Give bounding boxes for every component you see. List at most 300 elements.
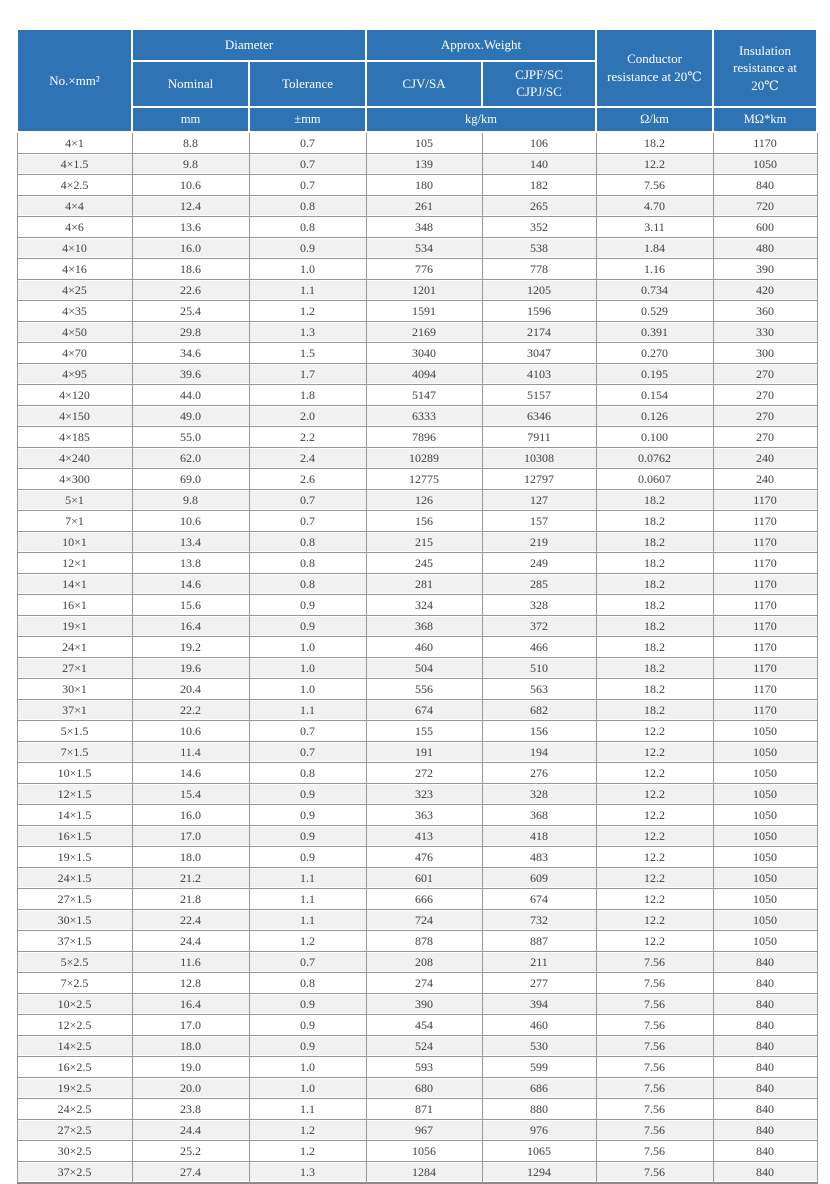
cell-weight-cjpf-cjpj: 219 <box>482 532 596 553</box>
cell-no-mm2: 16×1.5 <box>17 826 132 847</box>
cell-nominal-diameter: 17.0 <box>132 1015 249 1036</box>
table-row <box>17 931 817 952</box>
cell-insulation-resistance: 1170 <box>713 574 817 595</box>
cell-weight-cjpf-cjpj: 352 <box>482 217 596 238</box>
cell-nominal-diameter: 8.8 <box>132 132 249 154</box>
table-row <box>17 910 817 931</box>
cell-insulation-resistance: 1050 <box>713 805 817 826</box>
cell-insulation-resistance: 420 <box>713 280 817 301</box>
cell-no-mm2: 10×2.5 <box>17 994 132 1015</box>
cell-insulation-resistance: 1170 <box>713 511 817 532</box>
cell-no-mm2: 24×1 <box>17 637 132 658</box>
cell-conductor-resistance: 18.2 <box>596 595 713 616</box>
cell-conductor-resistance: 0.529 <box>596 301 713 322</box>
unit-tolerance-mm: ±mm <box>249 107 366 132</box>
cell-tolerance: 0.9 <box>249 805 366 826</box>
table-row <box>17 132 817 154</box>
cell-tolerance: 1.1 <box>249 910 366 931</box>
cell-conductor-resistance: 7.56 <box>596 1015 713 1036</box>
cell-conductor-resistance: 12.2 <box>596 742 713 763</box>
cell-no-mm2: 4×25 <box>17 280 132 301</box>
table-row <box>17 196 817 217</box>
header-cjv-sa: CJV/SA <box>366 61 482 107</box>
table-row <box>17 364 817 385</box>
cell-no-mm2: 37×2.5 <box>17 1162 132 1184</box>
cell-insulation-resistance: 1170 <box>713 658 817 679</box>
cell-insulation-resistance: 1050 <box>713 763 817 784</box>
cell-insulation-resistance: 240 <box>713 469 817 490</box>
cell-nominal-diameter: 34.6 <box>132 343 249 364</box>
cell-nominal-diameter: 20.0 <box>132 1078 249 1099</box>
cell-conductor-resistance: 7.56 <box>596 1120 713 1141</box>
cell-insulation-resistance: 840 <box>713 1141 817 1162</box>
cell-nominal-diameter: 39.6 <box>132 364 249 385</box>
cell-weight-cjpf-cjpj: 127 <box>482 490 596 511</box>
cell-nominal-diameter: 11.6 <box>132 952 249 973</box>
cell-conductor-resistance: 12.2 <box>596 763 713 784</box>
cell-weight-cjv-sa: 460 <box>366 637 482 658</box>
cell-insulation-resistance: 330 <box>713 322 817 343</box>
cell-conductor-resistance: 18.2 <box>596 616 713 637</box>
cell-weight-cjv-sa: 1284 <box>366 1162 482 1184</box>
cell-tolerance: 0.8 <box>249 574 366 595</box>
cell-tolerance: 1.1 <box>249 700 366 721</box>
table-row <box>17 259 817 280</box>
cell-tolerance: 1.2 <box>249 1120 366 1141</box>
table-row <box>17 154 817 175</box>
cell-nominal-diameter: 9.8 <box>132 154 249 175</box>
cell-conductor-resistance: 7.56 <box>596 1162 713 1184</box>
cell-weight-cjv-sa: 878 <box>366 931 482 952</box>
header-approx-weight: Approx.Weight <box>366 29 596 61</box>
cell-weight-cjv-sa: 324 <box>366 595 482 616</box>
cell-conductor-resistance: 12.2 <box>596 784 713 805</box>
table-row <box>17 658 817 679</box>
cell-conductor-resistance: 7.56 <box>596 1099 713 1120</box>
cell-weight-cjv-sa: 601 <box>366 868 482 889</box>
cell-no-mm2: 16×2.5 <box>17 1057 132 1078</box>
cell-no-mm2: 10×1.5 <box>17 763 132 784</box>
cell-conductor-resistance: 7.56 <box>596 1036 713 1057</box>
cell-conductor-resistance: 7.56 <box>596 994 713 1015</box>
cell-nominal-diameter: 49.0 <box>132 406 249 427</box>
cell-weight-cjpf-cjpj: 265 <box>482 196 596 217</box>
table-row <box>17 553 817 574</box>
cell-weight-cjv-sa: 7896 <box>366 427 482 448</box>
cell-weight-cjpf-cjpj: 211 <box>482 952 596 973</box>
cell-weight-cjpf-cjpj: 538 <box>482 238 596 259</box>
cell-weight-cjv-sa: 476 <box>366 847 482 868</box>
cell-tolerance: 0.9 <box>249 994 366 1015</box>
cell-nominal-diameter: 55.0 <box>132 427 249 448</box>
table-row <box>17 217 817 238</box>
cell-tolerance: 1.3 <box>249 322 366 343</box>
cell-insulation-resistance: 270 <box>713 385 817 406</box>
cell-no-mm2: 7×1.5 <box>17 742 132 763</box>
cell-weight-cjpf-cjpj: 778 <box>482 259 596 280</box>
cell-nominal-diameter: 62.0 <box>132 448 249 469</box>
cell-nominal-diameter: 16.4 <box>132 616 249 637</box>
cell-weight-cjv-sa: 12775 <box>366 469 482 490</box>
cell-nominal-diameter: 12.8 <box>132 973 249 994</box>
cell-weight-cjv-sa: 871 <box>366 1099 482 1120</box>
cell-weight-cjpf-cjpj: 682 <box>482 700 596 721</box>
table-row <box>17 679 817 700</box>
cell-weight-cjv-sa: 534 <box>366 238 482 259</box>
cell-conductor-resistance: 0.126 <box>596 406 713 427</box>
table-row <box>17 574 817 595</box>
cell-insulation-resistance: 1170 <box>713 700 817 721</box>
cell-tolerance: 0.8 <box>249 763 366 784</box>
cell-weight-cjpf-cjpj: 1065 <box>482 1141 596 1162</box>
cell-nominal-diameter: 16.0 <box>132 805 249 826</box>
cell-insulation-resistance: 1050 <box>713 721 817 742</box>
cell-weight-cjpf-cjpj: 277 <box>482 973 596 994</box>
table-row <box>17 448 817 469</box>
cell-tolerance: 0.9 <box>249 784 366 805</box>
cell-weight-cjv-sa: 674 <box>366 700 482 721</box>
table-row <box>17 385 817 406</box>
cell-no-mm2: 4×120 <box>17 385 132 406</box>
cell-conductor-resistance: 0.734 <box>596 280 713 301</box>
cell-nominal-diameter: 25.4 <box>132 301 249 322</box>
cell-insulation-resistance: 1050 <box>713 154 817 175</box>
cell-insulation-resistance: 840 <box>713 1162 817 1184</box>
cell-conductor-resistance: 18.2 <box>596 511 713 532</box>
cell-tolerance: 1.0 <box>249 259 366 280</box>
cell-nominal-diameter: 22.6 <box>132 280 249 301</box>
cell-tolerance: 0.8 <box>249 532 366 553</box>
cell-no-mm2: 4×10 <box>17 238 132 259</box>
cell-tolerance: 0.9 <box>249 1015 366 1036</box>
cell-nominal-diameter: 22.2 <box>132 700 249 721</box>
cell-insulation-resistance: 1170 <box>713 532 817 553</box>
cell-weight-cjpf-cjpj: 368 <box>482 805 596 826</box>
cable-spec-table-container <box>16 28 816 1184</box>
cell-nominal-diameter: 13.6 <box>132 217 249 238</box>
cell-tolerance: 0.9 <box>249 238 366 259</box>
cell-weight-cjv-sa: 593 <box>366 1057 482 1078</box>
cell-conductor-resistance: 18.2 <box>596 553 713 574</box>
header-cjpf-sc: CJPF/SC <box>515 67 563 83</box>
cell-nominal-diameter: 10.6 <box>132 511 249 532</box>
cell-tolerance: 0.7 <box>249 511 366 532</box>
cell-weight-cjpf-cjpj: 328 <box>482 784 596 805</box>
cell-conductor-resistance: 18.2 <box>596 679 713 700</box>
cell-insulation-resistance: 840 <box>713 952 817 973</box>
cell-conductor-resistance: 7.56 <box>596 952 713 973</box>
cell-nominal-diameter: 13.8 <box>132 553 249 574</box>
cell-tolerance: 2.4 <box>249 448 366 469</box>
cell-conductor-resistance: 18.2 <box>596 490 713 511</box>
cell-weight-cjv-sa: 155 <box>366 721 482 742</box>
cell-no-mm2: 12×1.5 <box>17 784 132 805</box>
table-row <box>17 1099 817 1120</box>
cell-weight-cjpf-cjpj: 12797 <box>482 469 596 490</box>
cell-no-mm2: 19×1.5 <box>17 847 132 868</box>
cell-insulation-resistance: 1170 <box>713 490 817 511</box>
cell-weight-cjv-sa: 776 <box>366 259 482 280</box>
cell-insulation-resistance: 1170 <box>713 637 817 658</box>
cell-weight-cjv-sa: 2169 <box>366 322 482 343</box>
cell-insulation-resistance: 840 <box>713 1120 817 1141</box>
table-row <box>17 826 817 847</box>
cell-weight-cjv-sa: 105 <box>366 132 482 154</box>
table-row <box>17 805 817 826</box>
cell-nominal-diameter: 19.2 <box>132 637 249 658</box>
cell-weight-cjv-sa: 348 <box>366 217 482 238</box>
table-row <box>17 889 817 910</box>
cell-weight-cjpf-cjpj: 609 <box>482 868 596 889</box>
cell-weight-cjv-sa: 1591 <box>366 301 482 322</box>
cell-insulation-resistance: 1050 <box>713 868 817 889</box>
cell-no-mm2: 5×1 <box>17 490 132 511</box>
cell-no-mm2: 12×2.5 <box>17 1015 132 1036</box>
cell-weight-cjv-sa: 274 <box>366 973 482 994</box>
cell-no-mm2: 30×1 <box>17 679 132 700</box>
cell-weight-cjv-sa: 454 <box>366 1015 482 1036</box>
cell-weight-cjpf-cjpj: 674 <box>482 889 596 910</box>
cell-conductor-resistance: 7.56 <box>596 175 713 196</box>
cell-weight-cjpf-cjpj: 194 <box>482 742 596 763</box>
cell-insulation-resistance: 1050 <box>713 931 817 952</box>
cell-conductor-resistance: 0.0762 <box>596 448 713 469</box>
cell-tolerance: 1.5 <box>249 343 366 364</box>
cell-weight-cjpf-cjpj: 483 <box>482 847 596 868</box>
table-row <box>17 532 817 553</box>
cell-insulation-resistance: 300 <box>713 343 817 364</box>
cell-nominal-diameter: 69.0 <box>132 469 249 490</box>
cell-conductor-resistance: 12.2 <box>596 910 713 931</box>
cell-no-mm2: 19×1 <box>17 616 132 637</box>
cell-tolerance: 0.8 <box>249 553 366 574</box>
table-row <box>17 175 817 196</box>
unit-kg-km: kg/km <box>366 107 596 132</box>
cell-weight-cjv-sa: 3040 <box>366 343 482 364</box>
cell-weight-cjv-sa: 6333 <box>366 406 482 427</box>
cell-tolerance: 0.9 <box>249 847 366 868</box>
cell-weight-cjv-sa: 5147 <box>366 385 482 406</box>
cell-weight-cjpf-cjpj: 732 <box>482 910 596 931</box>
table-row <box>17 847 817 868</box>
header-conductor-resistance: Conductor resistance at 20℃ <box>596 29 713 107</box>
table-row <box>17 1015 817 1036</box>
cell-insulation-resistance: 270 <box>713 364 817 385</box>
cell-conductor-resistance: 18.2 <box>596 658 713 679</box>
cell-insulation-resistance: 840 <box>713 175 817 196</box>
cell-weight-cjpf-cjpj: 466 <box>482 637 596 658</box>
cell-tolerance: 0.7 <box>249 952 366 973</box>
cell-no-mm2: 7×2.5 <box>17 973 132 994</box>
cell-weight-cjv-sa: 556 <box>366 679 482 700</box>
cell-conductor-resistance: 18.2 <box>596 574 713 595</box>
cell-no-mm2: 27×2.5 <box>17 1120 132 1141</box>
cell-insulation-resistance: 840 <box>713 1099 817 1120</box>
cell-weight-cjpf-cjpj: 3047 <box>482 343 596 364</box>
cell-weight-cjv-sa: 724 <box>366 910 482 931</box>
cell-no-mm2: 4×150 <box>17 406 132 427</box>
cell-nominal-diameter: 19.0 <box>132 1057 249 1078</box>
cell-weight-cjv-sa: 1056 <box>366 1141 482 1162</box>
cell-no-mm2: 4×2.5 <box>17 175 132 196</box>
cell-tolerance: 1.2 <box>249 301 366 322</box>
cell-conductor-resistance: 1.16 <box>596 259 713 280</box>
cell-nominal-diameter: 15.6 <box>132 595 249 616</box>
cell-no-mm2: 37×1.5 <box>17 931 132 952</box>
cell-nominal-diameter: 14.6 <box>132 574 249 595</box>
cell-weight-cjpf-cjpj: 182 <box>482 175 596 196</box>
cell-tolerance: 0.7 <box>249 721 366 742</box>
cell-nominal-diameter: 22.4 <box>132 910 249 931</box>
cell-weight-cjpf-cjpj: 285 <box>482 574 596 595</box>
cell-tolerance: 0.7 <box>249 490 366 511</box>
cell-no-mm2: 16×1 <box>17 595 132 616</box>
cell-conductor-resistance: 12.2 <box>596 826 713 847</box>
cell-no-mm2: 27×1.5 <box>17 889 132 910</box>
cell-conductor-resistance: 0.100 <box>596 427 713 448</box>
cell-tolerance: 1.1 <box>249 280 366 301</box>
table-row <box>17 322 817 343</box>
cell-no-mm2: 4×240 <box>17 448 132 469</box>
cell-conductor-resistance: 4.70 <box>596 196 713 217</box>
cell-tolerance: 0.8 <box>249 973 366 994</box>
cell-nominal-diameter: 29.8 <box>132 322 249 343</box>
table-row <box>17 1120 817 1141</box>
cell-insulation-resistance: 270 <box>713 427 817 448</box>
table-row <box>17 742 817 763</box>
cell-insulation-resistance: 1050 <box>713 889 817 910</box>
table-row <box>17 469 817 490</box>
cell-nominal-diameter: 25.2 <box>132 1141 249 1162</box>
cell-weight-cjpf-cjpj: 599 <box>482 1057 596 1078</box>
cell-insulation-resistance: 1170 <box>713 595 817 616</box>
cell-insulation-resistance: 1170 <box>713 553 817 574</box>
cell-weight-cjv-sa: 139 <box>366 154 482 175</box>
table-row <box>17 280 817 301</box>
cell-weight-cjv-sa: 390 <box>366 994 482 1015</box>
cell-tolerance: 0.8 <box>249 196 366 217</box>
cell-weight-cjpf-cjpj: 460 <box>482 1015 596 1036</box>
cell-weight-cjv-sa: 680 <box>366 1078 482 1099</box>
header-cjpj-sc: CJPJ/SC <box>516 84 562 99</box>
cell-tolerance: 2.0 <box>249 406 366 427</box>
header-tolerance: Tolerance <box>249 61 366 107</box>
table-row <box>17 406 817 427</box>
cell-tolerance: 0.7 <box>249 175 366 196</box>
cell-nominal-diameter: 19.6 <box>132 658 249 679</box>
cell-conductor-resistance: 0.195 <box>596 364 713 385</box>
cell-tolerance: 1.0 <box>249 1057 366 1078</box>
cell-no-mm2: 4×4 <box>17 196 132 217</box>
cell-nominal-diameter: 21.8 <box>132 889 249 910</box>
cell-weight-cjv-sa: 156 <box>366 511 482 532</box>
cell-weight-cjpf-cjpj: 156 <box>482 721 596 742</box>
table-row <box>17 763 817 784</box>
cell-tolerance: 1.8 <box>249 385 366 406</box>
cell-conductor-resistance: 7.56 <box>596 1141 713 1162</box>
table-row <box>17 595 817 616</box>
cell-insulation-resistance: 1050 <box>713 784 817 805</box>
table-row <box>17 511 817 532</box>
cell-weight-cjpf-cjpj: 276 <box>482 763 596 784</box>
cell-tolerance: 1.1 <box>249 1099 366 1120</box>
cell-weight-cjpf-cjpj: 10308 <box>482 448 596 469</box>
cell-weight-cjpf-cjpj: 880 <box>482 1099 596 1120</box>
cell-no-mm2: 4×6 <box>17 217 132 238</box>
cell-no-mm2: 4×50 <box>17 322 132 343</box>
cell-no-mm2: 30×2.5 <box>17 1141 132 1162</box>
cell-weight-cjv-sa: 245 <box>366 553 482 574</box>
cell-weight-cjpf-cjpj: 249 <box>482 553 596 574</box>
cell-conductor-resistance: 0.270 <box>596 343 713 364</box>
cell-weight-cjpf-cjpj: 976 <box>482 1120 596 1141</box>
table-row <box>17 637 817 658</box>
cell-tolerance: 0.8 <box>249 217 366 238</box>
cell-weight-cjpf-cjpj: 686 <box>482 1078 596 1099</box>
cell-insulation-resistance: 1050 <box>713 910 817 931</box>
spec-table-body <box>17 132 817 1183</box>
cable-spec-table <box>16 28 818 1184</box>
table-row <box>17 1141 817 1162</box>
table-row <box>17 994 817 1015</box>
cell-weight-cjpf-cjpj: 6346 <box>482 406 596 427</box>
cell-no-mm2: 4×16 <box>17 259 132 280</box>
cell-insulation-resistance: 1050 <box>713 742 817 763</box>
cell-conductor-resistance: 1.84 <box>596 238 713 259</box>
cell-insulation-resistance: 840 <box>713 994 817 1015</box>
cell-insulation-resistance: 360 <box>713 301 817 322</box>
cell-weight-cjpf-cjpj: 7911 <box>482 427 596 448</box>
cell-weight-cjv-sa: 368 <box>366 616 482 637</box>
cell-tolerance: 1.0 <box>249 658 366 679</box>
cell-insulation-resistance: 1050 <box>713 826 817 847</box>
cell-tolerance: 1.7 <box>249 364 366 385</box>
cell-weight-cjpf-cjpj: 1596 <box>482 301 596 322</box>
cell-weight-cjpf-cjpj: 328 <box>482 595 596 616</box>
cell-nominal-diameter: 24.4 <box>132 1120 249 1141</box>
cell-tolerance: 0.7 <box>249 154 366 175</box>
cell-nominal-diameter: 9.8 <box>132 490 249 511</box>
header-diameter: Diameter <box>132 29 366 61</box>
cell-insulation-resistance: 1170 <box>713 679 817 700</box>
table-row <box>17 1036 817 1057</box>
table-row <box>17 490 817 511</box>
cell-tolerance: 1.2 <box>249 1141 366 1162</box>
cell-tolerance: 1.2 <box>249 931 366 952</box>
cell-insulation-resistance: 600 <box>713 217 817 238</box>
table-header <box>17 29 817 132</box>
cell-conductor-resistance: 18.2 <box>596 532 713 553</box>
cell-insulation-resistance: 1170 <box>713 616 817 637</box>
cell-conductor-resistance: 12.2 <box>596 847 713 868</box>
cell-no-mm2: 4×95 <box>17 364 132 385</box>
cell-conductor-resistance: 18.2 <box>596 637 713 658</box>
cell-conductor-resistance: 12.2 <box>596 721 713 742</box>
cell-weight-cjpf-cjpj: 530 <box>482 1036 596 1057</box>
cell-no-mm2: 10×1 <box>17 532 132 553</box>
cell-weight-cjpf-cjpj: 510 <box>482 658 596 679</box>
table-row <box>17 616 817 637</box>
cell-weight-cjpf-cjpj: 5157 <box>482 385 596 406</box>
cell-no-mm2: 4×35 <box>17 301 132 322</box>
cell-no-mm2: 7×1 <box>17 511 132 532</box>
cell-weight-cjv-sa: 126 <box>366 490 482 511</box>
cell-insulation-resistance: 840 <box>713 1015 817 1036</box>
unit-ohm-km: Ω/km <box>596 107 713 132</box>
cell-nominal-diameter: 21.2 <box>132 868 249 889</box>
cell-weight-cjpf-cjpj: 563 <box>482 679 596 700</box>
cell-no-mm2: 24×2.5 <box>17 1099 132 1120</box>
